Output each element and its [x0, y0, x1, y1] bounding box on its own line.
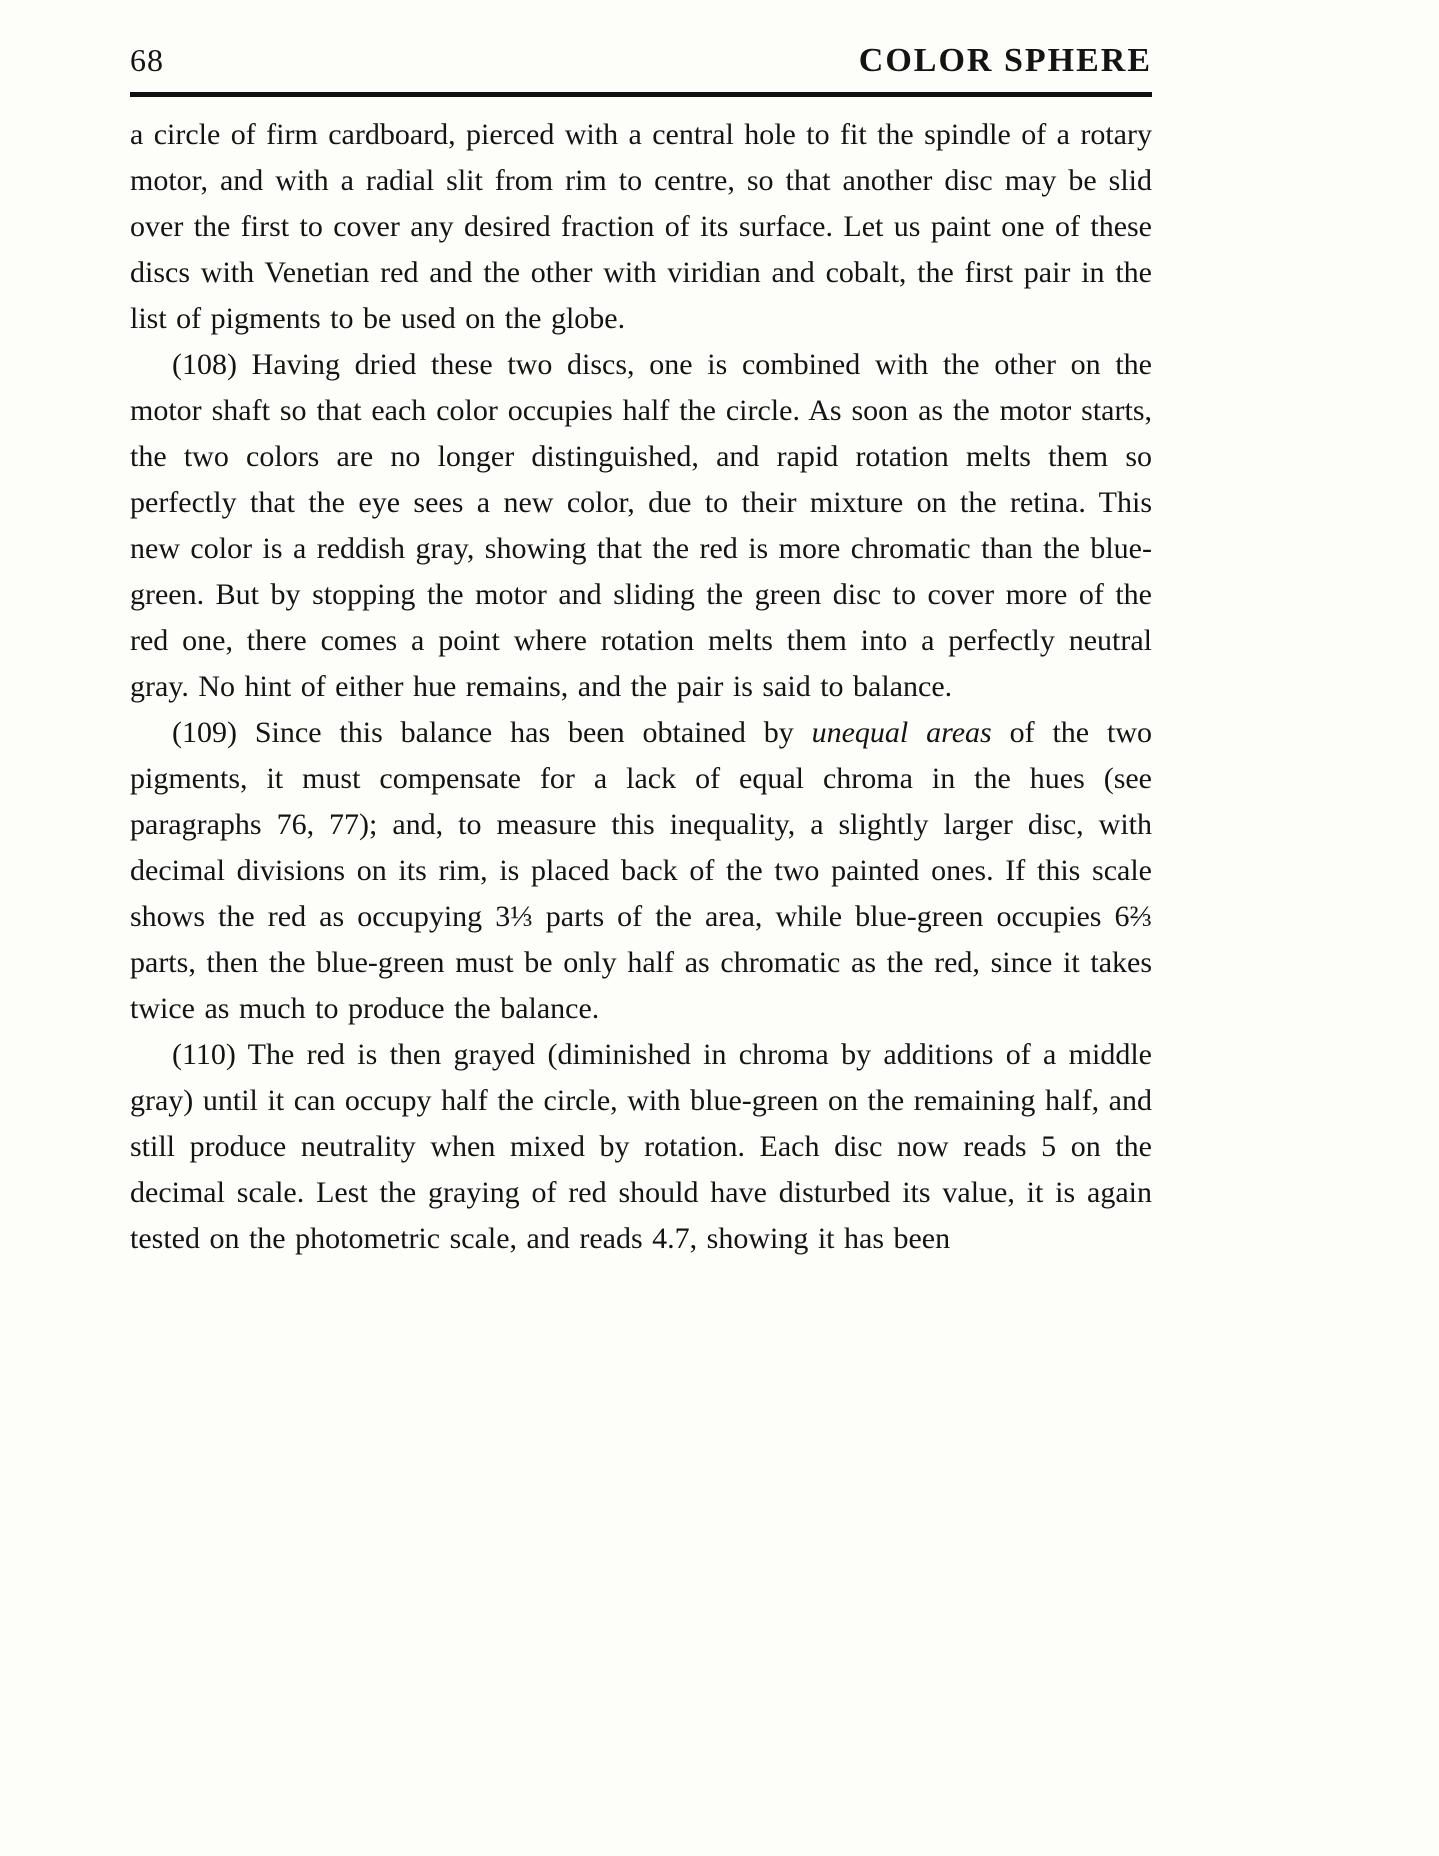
- page-number: 68: [130, 42, 164, 78]
- text-segment: (109) Since this balance has been obtained by: [172, 716, 812, 749]
- page-body: [130, 112, 1152, 1262]
- text-segment: a circle of firm cardboard, pierced with a central hole to fit the spindle of a rotary motor, and with a radial slit from rim to centre, so that another disc may be slid over the first to cover any desired fraction of its surface. Let us paint one of these discs with Venetian red and the other with viridian and cobalt, the first pair in the list of pigments to be used on the globe.: [130, 118, 1152, 335]
- text-segment: of the two pigments, it must compensate for a lack of equal chroma in the hues (see paragraphs 76, 77); and, to measure this inequality, a slightly larger disc, with decimal divisions on its rim, is placed back of the two painted ones. If this scale shows the red as occupying 3⅓ parts of the area, while blue-green occupies 6⅔ parts, then the blue-green must be only half as chromatic as the red, since it takes twice as much to produce the balance.: [130, 716, 1153, 1025]
- page-header: [130, 42, 1152, 80]
- paragraph: [130, 710, 1152, 1032]
- paragraph: [130, 112, 1152, 342]
- paragraph: [130, 342, 1152, 710]
- book-page: [130, 42, 1152, 1262]
- header-rule: [130, 92, 1152, 97]
- running-title: COLOR SPHERE: [858, 42, 1152, 79]
- text-segment: (108) Having dried these two discs, one is combined with the other on the motor shaft so that each color occupies half the circle. As soon as the motor starts, the two colors are no longer distinguished, and rapid rotation melts them so perfectly that the eye sees a new color, due to their mixture on the retina. This new color is a reddish gray, showing that the red is more chromatic than the blue-green. But by stopping the motor and sliding the green disc to cover more of the red one, there comes a point where rotation melts them into a perfectly neutral gray. No hint of either hue remains, and the pair is said to balance.: [130, 348, 1152, 703]
- paragraph: [130, 1032, 1152, 1262]
- italic-text-segment: unequal areas: [811, 716, 992, 749]
- text-segment: (110) The red is then grayed (diminished in chroma by additions of a middle gray) until it can occupy half the circle, with blue-green on the remaining half, and still produce neutrality when mixed by rotation. Each disc now reads 5 on the decimal scale. Lest the graying of red should have disturbed its value, it is again tested on the photometric scale, and reads 4.7, showing it has been: [130, 1038, 1152, 1255]
